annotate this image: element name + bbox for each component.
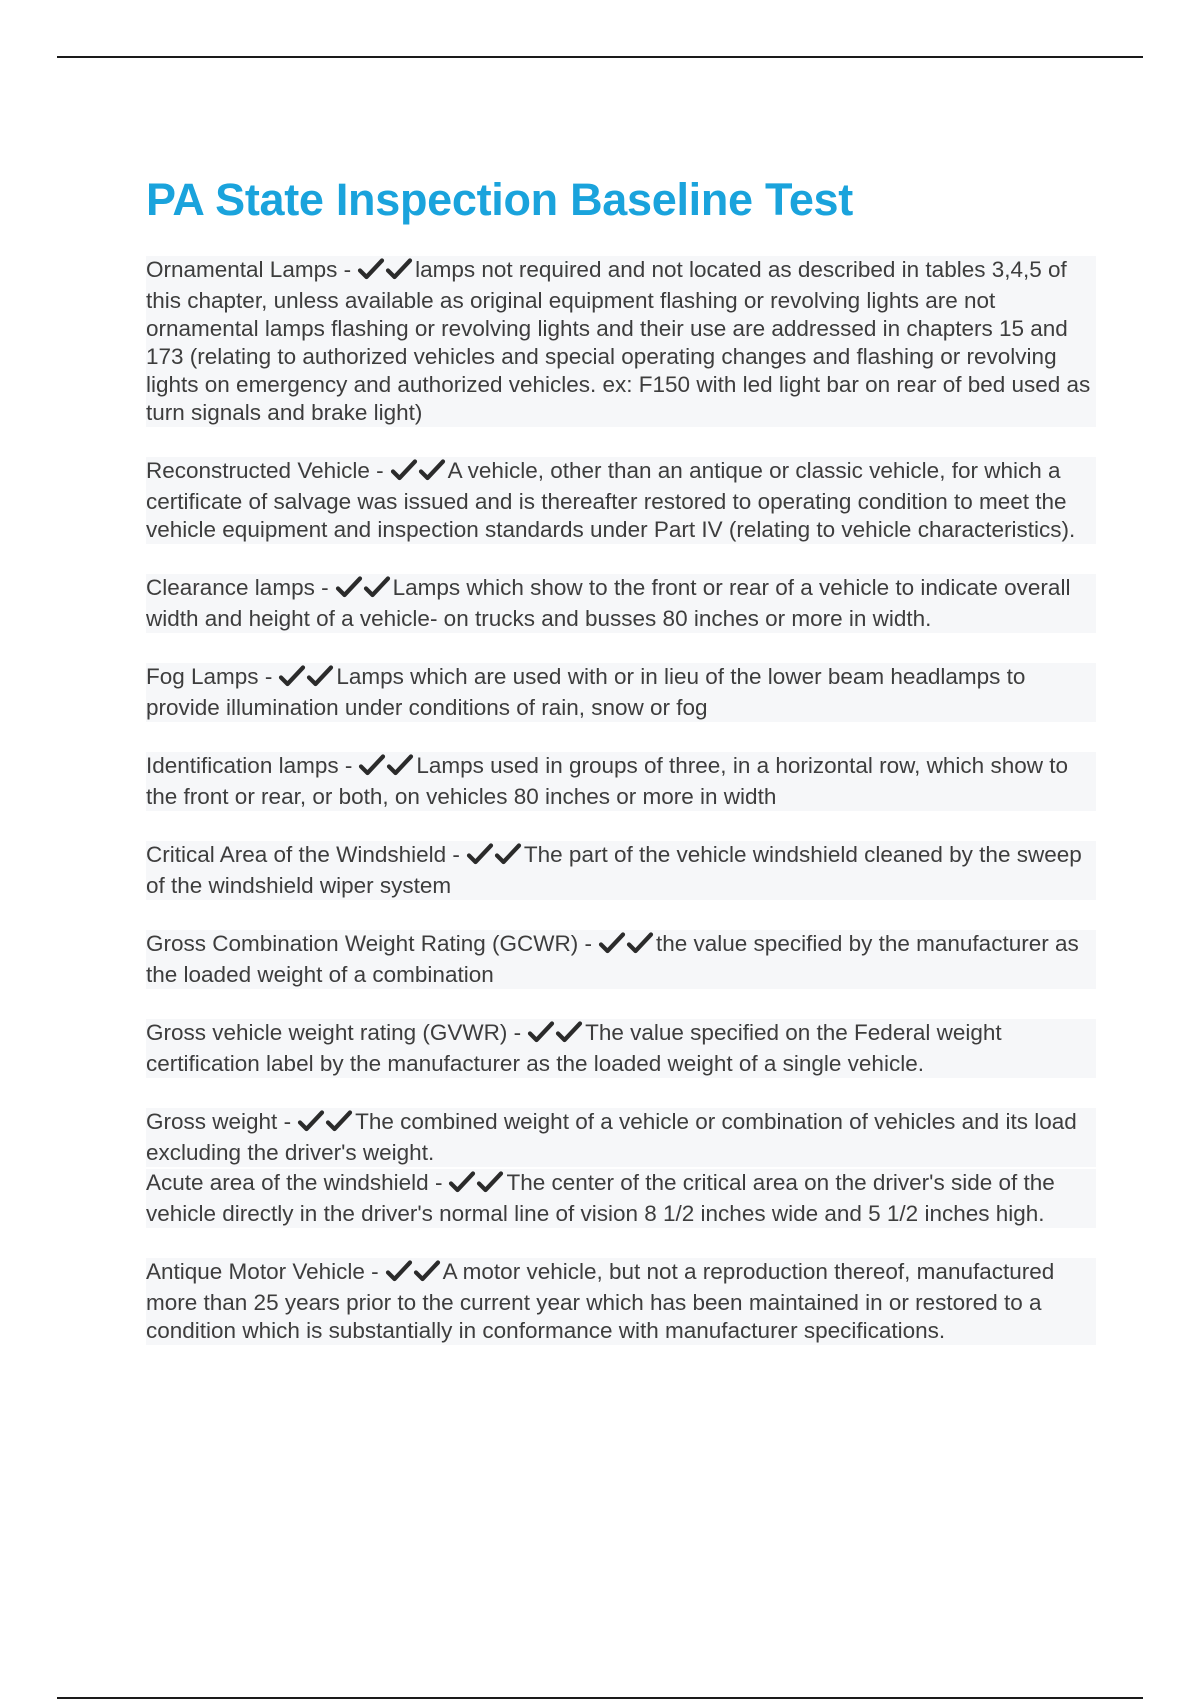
entry-definition: Lamps which are used with or in lieu of the lower beam headlamps to provide illumination under conditions of rain, snow or fog bbox=[146, 664, 1026, 720]
entry-separator: - bbox=[584, 931, 592, 956]
bottom-rule bbox=[57, 1697, 1143, 1699]
entry-definition: Lamps used in groups of three, in a horizontal row, which show to the front or rear, or both, on vehicles 80 inches or more in width bbox=[146, 753, 1068, 809]
check-mark-icon bbox=[306, 665, 334, 687]
check-mark-icon bbox=[385, 258, 413, 280]
entry-term: Antique Motor Vehicle bbox=[146, 1259, 365, 1284]
definition-entry bbox=[146, 930, 1096, 989]
check-marks bbox=[527, 1021, 583, 1050]
entry-definition: Lamps which show to the front or rear of a vehicle to indicate overall width and height of a vehicle- on trucks and busses 80 inches or more in width. bbox=[146, 575, 1071, 631]
definition-entry bbox=[146, 1169, 1096, 1228]
definition-entry bbox=[146, 1108, 1096, 1167]
check-mark-icon bbox=[363, 576, 391, 598]
entry-definition: The value specified on the Federal weight certification label by the manufacturer as the loaded weight of a single vehicle. bbox=[146, 1020, 1002, 1076]
check-marks bbox=[598, 932, 654, 961]
definition-entry bbox=[146, 1258, 1096, 1345]
check-marks bbox=[390, 459, 446, 488]
check-marks bbox=[385, 1260, 441, 1289]
check-mark-icon bbox=[476, 1171, 504, 1193]
entry-term: Acute area of the windshield bbox=[146, 1170, 429, 1195]
entry-separator: - bbox=[344, 753, 353, 778]
entry-separator: - bbox=[376, 458, 384, 483]
entry-separator: - bbox=[513, 1020, 522, 1045]
entry-term: Reconstructed Vehicle bbox=[146, 458, 370, 483]
check-mark-icon bbox=[358, 754, 386, 776]
entry-term: Gross vehicle weight rating (GVWR) bbox=[146, 1020, 508, 1045]
definition-entry bbox=[146, 752, 1096, 811]
check-marks bbox=[448, 1171, 504, 1200]
check-mark-icon bbox=[598, 932, 626, 954]
definition-entry bbox=[146, 841, 1096, 900]
entry-separator: - bbox=[283, 1109, 292, 1134]
check-marks bbox=[358, 754, 414, 783]
entry-term: Ornamental Lamps bbox=[146, 257, 338, 282]
definition-entry bbox=[146, 574, 1096, 633]
check-mark-icon bbox=[385, 1260, 413, 1282]
entry-separator: - bbox=[264, 664, 273, 689]
entry-term: Critical Area of the Windshield bbox=[146, 842, 447, 867]
entry-term: Identification lamps bbox=[146, 753, 339, 778]
check-mark-icon bbox=[357, 258, 385, 280]
entry-separator: - bbox=[343, 257, 352, 282]
entry-separator: - bbox=[371, 1259, 379, 1284]
check-mark-icon bbox=[466, 843, 494, 865]
entry-definition: the value specified by the manufacturer as the loaded weight of a combination bbox=[146, 931, 1079, 987]
check-mark-icon bbox=[555, 1021, 583, 1043]
check-marks bbox=[466, 843, 522, 872]
check-mark-icon bbox=[325, 1110, 353, 1132]
check-mark-icon bbox=[335, 576, 363, 598]
entry-definition: The combined weight of a vehicle or combination of vehicles and its load excluding the driver's weight. bbox=[146, 1109, 1077, 1165]
check-mark-icon bbox=[418, 459, 446, 481]
check-mark-icon bbox=[527, 1021, 555, 1043]
entry-term: Clearance lamps bbox=[146, 575, 315, 600]
entry-definition: The part of the vehicle windshield cleaned by the sweep of the windshield wiper system bbox=[146, 842, 1082, 898]
entry-term: Gross weight bbox=[146, 1109, 278, 1134]
document-body bbox=[146, 172, 1096, 1375]
check-marks bbox=[297, 1110, 353, 1139]
check-mark-icon bbox=[278, 665, 306, 687]
check-mark-icon bbox=[413, 1260, 441, 1282]
check-mark-icon bbox=[386, 754, 414, 776]
top-rule bbox=[57, 56, 1143, 58]
check-mark-icon bbox=[494, 843, 522, 865]
entry-definition: The center of the critical area on the driver's side of the vehicle directly in the driver's normal line of vision 8 1/2 inches wide and 5 1/2 inches high. bbox=[146, 1170, 1055, 1226]
entry-term: Fog Lamps bbox=[146, 664, 259, 689]
definition-entry bbox=[146, 457, 1096, 544]
check-marks bbox=[357, 258, 413, 287]
entry-definition: A motor vehicle, but not a reproduction thereof, manufactured more than 25 years prior to the current year which has been maintained in or restored to a condition which is substantially in conformance with manufacturer specifications. bbox=[146, 1259, 1055, 1343]
entry-definition: lamps not required and not located as described in tables 3,4,5 of this chapter, unless available as original equipment flashing or revolving lights are not ornamental lamps flashing or revolving lights and their use are addressed in chapters 15 and 173 (relating to authorized vehicles and special operating changes and flashing or revolving lights on emergency and authorized vehicles. ex: F150 with led light bar on rear of bed used as turn signals and brake light) bbox=[146, 257, 1091, 425]
check-mark-icon bbox=[448, 1171, 476, 1193]
definition-list bbox=[146, 256, 1096, 1345]
check-mark-icon bbox=[297, 1110, 325, 1132]
entry-separator: - bbox=[321, 575, 329, 600]
check-mark-icon bbox=[626, 932, 654, 954]
page-title: PA State Inspection Baseline Test bbox=[146, 174, 853, 225]
definition-entry bbox=[146, 663, 1096, 722]
check-marks bbox=[335, 576, 391, 605]
entry-term: Gross Combination Weight Rating (GCWR) bbox=[146, 931, 579, 956]
definition-entry bbox=[146, 256, 1096, 427]
entry-separator: - bbox=[452, 842, 460, 867]
entry-definition: A vehicle, other than an antique or classic vehicle, for which a certificate of salvage was issued and is thereafter restored to operating condition to meet the vehicle equipment and inspection standards under Part IV (relating to vehicle characteristics). bbox=[146, 458, 1076, 542]
check-marks bbox=[278, 665, 334, 694]
entry-separator: - bbox=[434, 1170, 443, 1195]
definition-entry bbox=[146, 1019, 1096, 1078]
check-mark-icon bbox=[390, 459, 418, 481]
